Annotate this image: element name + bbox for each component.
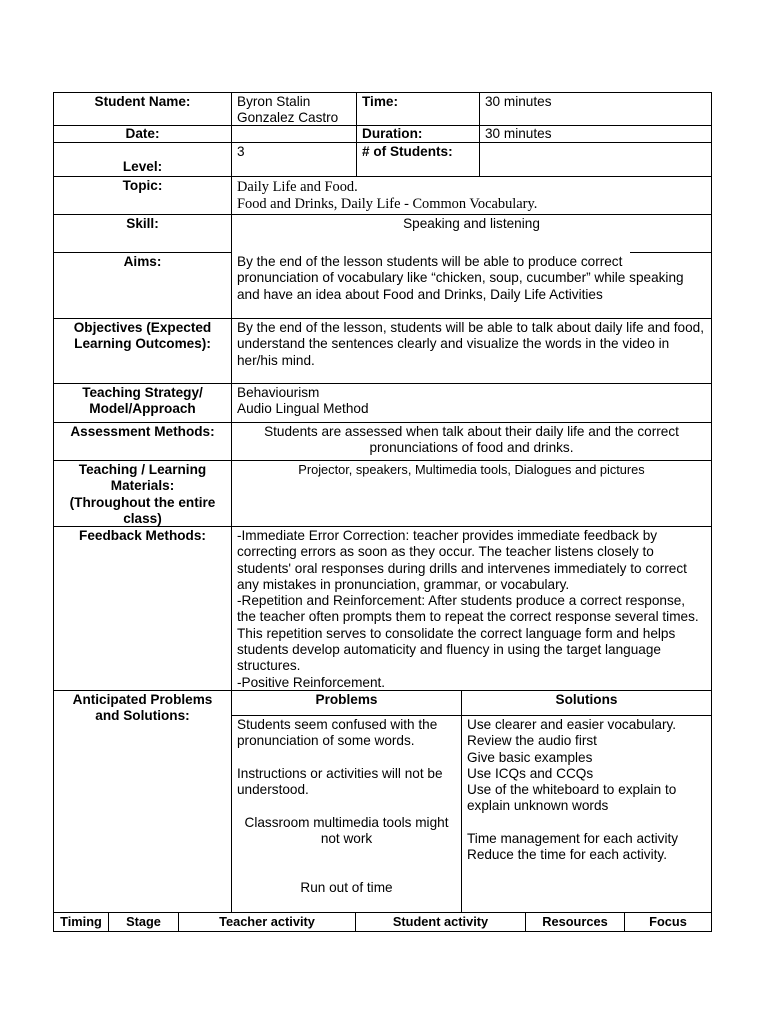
feedback-label: Feedback Methods: xyxy=(79,528,206,543)
date-value xyxy=(232,126,356,142)
header-resources: Resources xyxy=(542,914,608,929)
header-student-activity: Student activity xyxy=(392,914,489,929)
topic-label: Topic: xyxy=(122,178,163,193)
problems-header: Problems xyxy=(315,692,378,707)
header-timing: Timing xyxy=(60,914,102,929)
level-value: 3 xyxy=(237,144,245,159)
strategy-label: Teaching Strategy/ Model/Approach xyxy=(82,385,203,417)
aims-value: By the end of the lesson students will be able to produce correct pronunciation of vocabulary like “chicken, soup, cucumber” while speaking and have an idea about Food and Drinks, Daily Life Activities xyxy=(237,254,684,302)
assessment-value: Students are assessed when talk about their daily life and the correct pronunciations of food and drinks. xyxy=(264,424,679,456)
strategy-value: Behaviourism Audio Lingual Method xyxy=(237,385,369,417)
assessment-label: Assessment Methods: xyxy=(70,424,215,439)
aims-label: Aims: xyxy=(123,254,162,269)
problem-item: Classroom multimedia tools might not work xyxy=(244,815,449,847)
topic-value: Daily Life and Food. Food and Drinks, Daily Life - Common Vocabulary. xyxy=(237,179,538,212)
student-name-value: Byron Stalin Gonzalez Castro xyxy=(237,94,339,125)
skill-label: Skill: xyxy=(126,216,159,231)
duration-value: 30 minutes xyxy=(485,126,552,141)
table-border xyxy=(53,931,712,932)
students-count-value xyxy=(480,143,711,176)
table-border xyxy=(711,92,712,932)
problem-item: Instructions or activities will not be understood. xyxy=(237,766,443,798)
solutions-header: Solutions xyxy=(555,692,618,707)
level-label: Level: xyxy=(122,159,163,174)
students-count-label: # of Students: xyxy=(362,144,453,159)
objectives-value: By the end of the lesson, students will be able to talk about daily life and food, understand the sentences clearly and visualize the words in the video in her/his mind. xyxy=(237,320,705,368)
header-stage: Stage xyxy=(126,914,161,929)
time-value: 30 minutes xyxy=(485,94,552,109)
objectives-label: Objectives (Expected Learning Outcomes): xyxy=(73,320,212,352)
anticipated-label: Anticipated Problems and Solutions: xyxy=(72,692,213,724)
header-focus: Focus xyxy=(649,914,687,929)
student-name-label: Student Name: xyxy=(94,94,191,109)
time-label: Time: xyxy=(362,94,399,109)
problem-item: Students seem confused with the pronunciation of some words. xyxy=(237,717,438,749)
date-label: Date: xyxy=(125,126,160,141)
skill-value: Speaking and listening xyxy=(403,216,540,231)
problem-item: Run out of time xyxy=(300,880,393,895)
feedback-value: -Immediate Error Correction: teacher provides immediate feedback by correcting errors as soon as they occur. The teacher listens closely to students' oral responses during drills and intervenes immediately to correct any mistakes in pronunciation, grammar, or vocabulary. -Repetition and Reinforcement: After students produce a correct response, the teacher often prompts them to repeat the correct response several times. This repetition serves to consolidate the correct language form and helps students develop automaticity and fluency in using the target language structures. -Positive Reinforcement. xyxy=(237,528,699,690)
header-teacher-activity: Teacher activity xyxy=(219,914,315,929)
materials-value: Projector, speakers, Multimedia tools, Dialogues and pictures xyxy=(298,462,645,477)
duration-label: Duration: xyxy=(362,126,423,141)
solutions-list: Use clearer and easier vocabulary. Review the audio first Give basic examples Use ICQs and CCQs Use of the whiteboard to explain to explain unknown words Time management for each activity Reduce the time for each activity. xyxy=(467,717,679,863)
materials-label: Teaching / Learning Materials: (Throughout the entire class) xyxy=(69,462,216,526)
